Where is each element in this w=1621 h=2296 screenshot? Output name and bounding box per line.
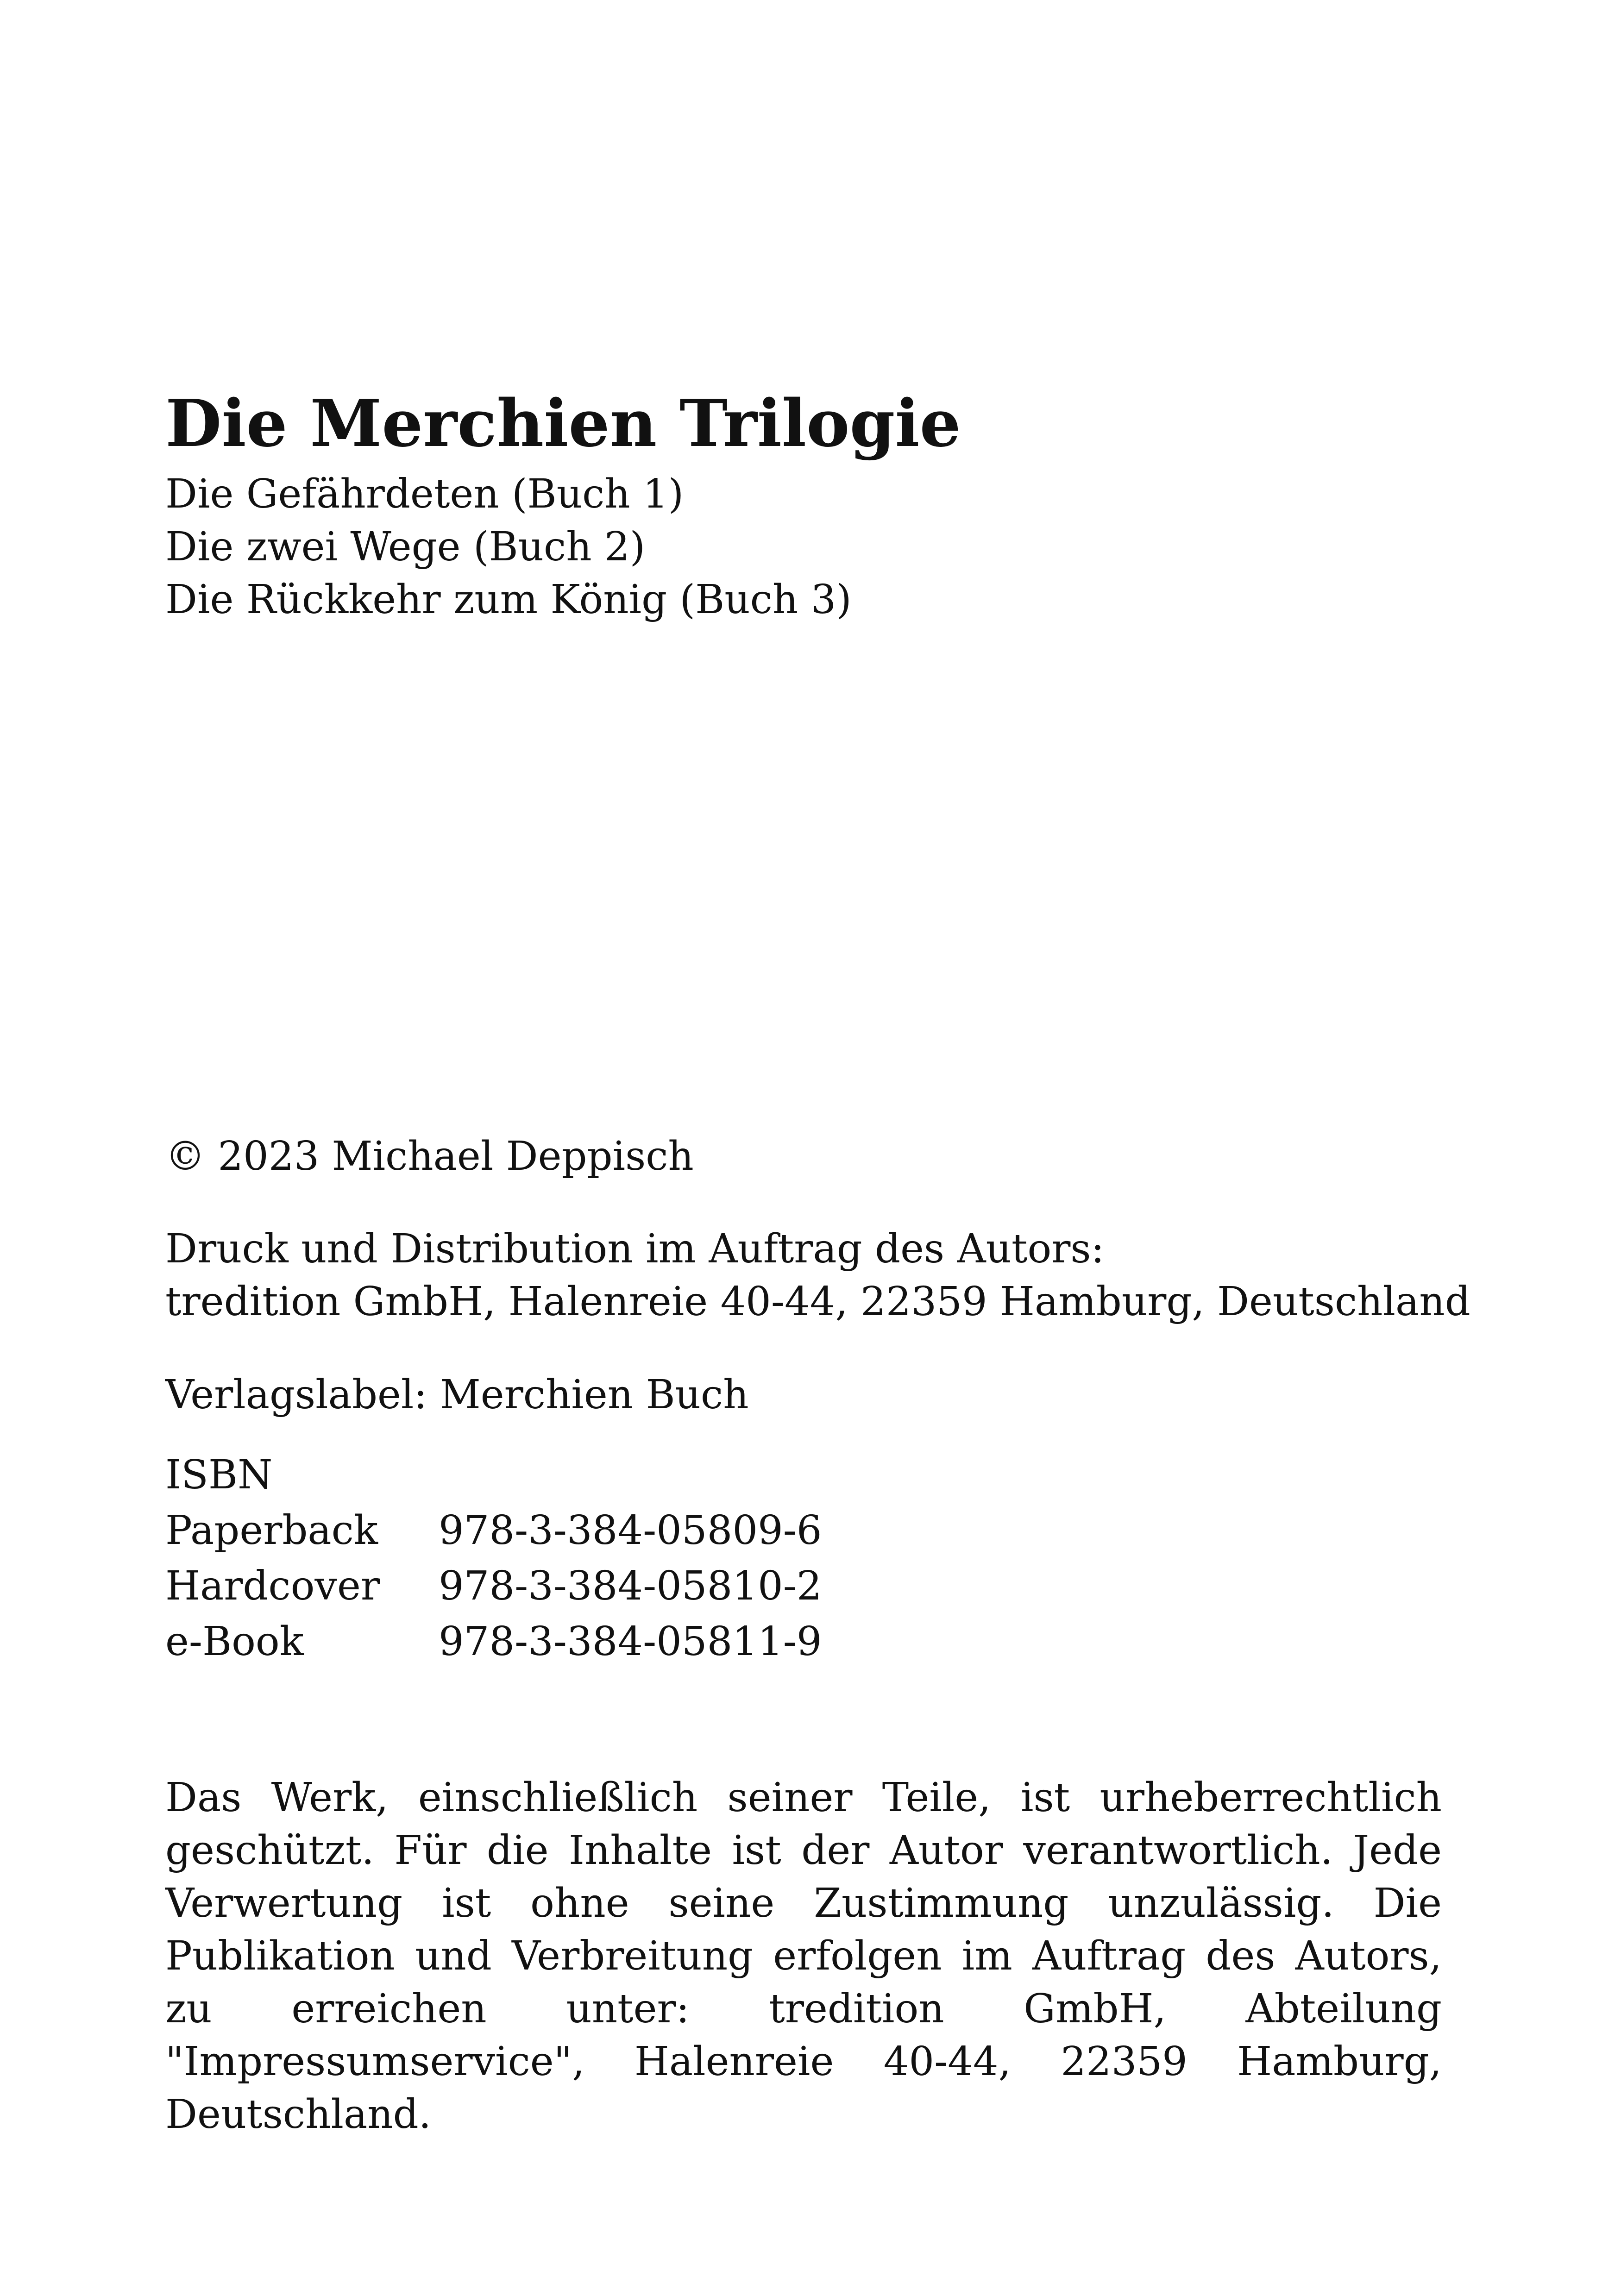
isbn-row	[165, 1558, 822, 1614]
legal-notice: Das Werk, einschließlich seiner Teile, ist urheberrechtlich geschützt. Für die Inhalte ist der Autor verantwortlich. Jede Verwertung ist ohne seine Zustimmung unzulässig. Die Publikation und Verbreitung erfolgen im Auftrag des Autors, zu erreichen unter: tredition GmbH, Abteilung "Impressumservice", Halenreie 40-44, 22359 Hamburg, Deutschland.	[165, 1775, 1442, 2138]
isbn-format: Hardcover	[165, 1563, 380, 1609]
book-title: Die Merchien Trilogie	[165, 386, 961, 462]
isbn-row	[165, 1503, 822, 1558]
isbn-row	[165, 1614, 822, 1669]
volume-item: Die zwei Wege (Buch 2)	[165, 524, 646, 570]
isbn-number: 978-3-384-05809-6	[439, 1507, 822, 1554]
isbn-format: e-Book	[165, 1618, 304, 1665]
volume-item: Die Rückkehr zum König (Buch 3)	[165, 577, 852, 623]
printing-info	[165, 1223, 1470, 1328]
isbn-number: 978-3-384-05810-2	[439, 1563, 822, 1609]
publisher-label: Verlagslabel: Merchien Buch	[165, 1372, 749, 1418]
isbn-format: Paperback	[165, 1507, 378, 1554]
volume-item: Die Gefährdeten (Buch 1)	[165, 471, 684, 517]
copyright-notice: © 2023 Michael Deppisch	[165, 1133, 694, 1179]
volume-list	[165, 468, 852, 626]
printing-address: tredition GmbH, Halenreie 40-44, 22359 Hamburg, Deutschland	[165, 1279, 1470, 1325]
printing-line: Druck und Distribution im Auftrag des Autors:	[165, 1226, 1105, 1272]
isbn-section	[165, 1447, 822, 1669]
isbn-heading: ISBN	[165, 1452, 273, 1498]
isbn-number: 978-3-384-05811-9	[439, 1618, 822, 1665]
